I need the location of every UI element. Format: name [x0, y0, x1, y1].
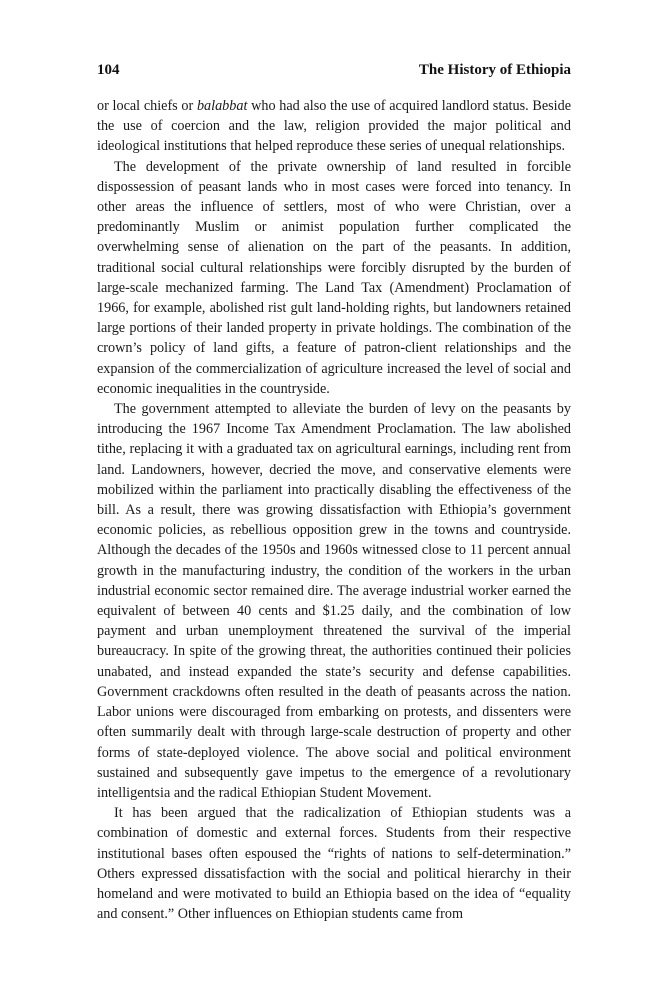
term-balabbat: balabbat [196, 98, 248, 114]
running-header [97, 62, 571, 84]
paragraph-3: The government attempted to alleviate the burden of levy on the peasants by introducing the 1967 Income Tax Amendment Proclamation. The law abolished tithe, replacing it with a graduated tax on agricultural earnings, including rent from land. Landowners, however, decried the move, and conservative elements were mobilized within the parliament into practically disabling the effectiveness of the bill. As a result, there was growing dissatisfaction with Ethiopia’s government economic policies, as rebellious opposition grew in the towns and countryside. Although the decades of the 1950s and 1960s witnessed close to 11 percent annual growth in the manufacturing industry, the condition of the workers in the urban industrial economic sector remained dire. The average industrial worker earned the equivalent of between 40 cents and $1.25 daily, and the combination of low payment and urban unemployment threatened the survival of the imperial bureaucracy. In spite of the growing threat, the authorities continued their policies unabated, and instead expanded the state’s security and defense capabilities. Government crackdowns often resulted in the death of peasants across the nation. Labor unions were discouraged from embarking on protests, and dissenters were often summarily dealt with through large-scale destruction of property and other forms of state-deployed violence. The above social and political environment sustained and subsequently gave impetus to the emergence of a revolutionary intelligentsia and the radical Ethiopian Student Movement. [97, 401, 571, 801]
body-text [97, 96, 571, 924]
paragraph-2: The development of the private ownership of land resulted in forcible dispossession of peasant lands who in most cases were forced into tenancy. In other areas the influence of settlers, most of who were Christian, over a predominantly Muslim or animist population further complicated the overwhelming sense of alienation on the part of the peasants. In addition, traditional social cultural relationships were forcibly disrupted by the burden of large-scale mechanized farming. The Land Tax (Amendment) Proclamation of 1966, for example, abolished rist gult land-holding rights, but landowners retained large portions of their landed property in private holdings. The combination of the crown’s policy of land gifts, a feature of patron-client relationships and the expansion of the commercialization of agriculture increased the level of social and economic inequalities in the countryside. [97, 158, 571, 397]
paragraph-1-pre: or local chiefs or [97, 98, 197, 114]
paragraph-1 [97, 96, 571, 157]
paragraph-4: It has been argued that the radicalization of Ethiopian students was a combination of domestic and external forces. Students from their respective institutional bases often espoused the “rights of nations to self-determination.” Others expressed dissatisfaction with the social and political hierarchy in their homeland and were motivated to build an Ethiopia based on the idea of “equality and consent.” Other influences on Ethiopian students came from [97, 805, 571, 923]
paragraph-1-post: who had also the use of acquired landlord status. Beside the use of coercion and the law, religion provided the major political and ideological institutions that helped reproduce these series of unequal relationships. [97, 98, 571, 155]
page-number: 104 [97, 62, 120, 78]
running-title: The History of Ethiopia [418, 62, 571, 78]
